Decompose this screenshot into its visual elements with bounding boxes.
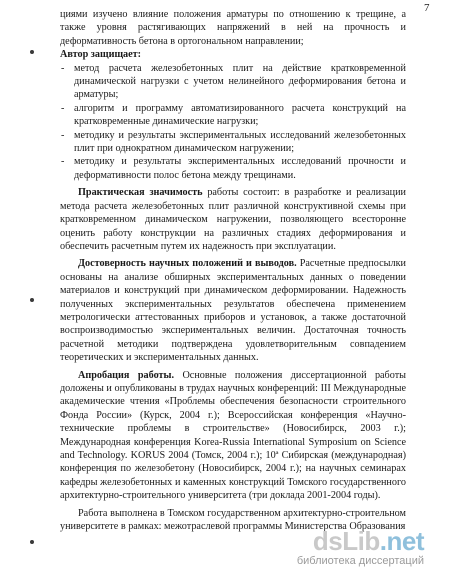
practical-significance-text: работы состоит: в разработке и реализации метода расчета железобетонных плит различной конструктивной схемы при кратковременном динамическом нагружении, позволяющего всесторонне оценить работу конструкции на различных стадиях деформирования и обеспечить расчетным путем их надежность при эксплуатации.	[60, 187, 406, 252]
list-item: - методику и результаты экспериментальных исследований прочности и деформативности полос бетона между трещинами.	[60, 155, 406, 182]
defense-list	[60, 62, 406, 183]
margin-mark-middle	[30, 298, 34, 302]
reliability-paragraph	[60, 257, 406, 364]
dslib-watermark	[274, 527, 424, 568]
practical-significance-label: Практическая значимость	[78, 187, 203, 199]
page-number: 7	[424, 2, 430, 14]
margin-mark-bottom	[30, 540, 34, 544]
approbation-paragraph	[60, 369, 406, 503]
list-item: - методику и результаты экспериментальных исследований железобетонных плит при однократном динамическом нагружении;	[60, 129, 406, 156]
approbation-label: Апробация работы.	[78, 369, 175, 381]
list-item: - метод расчета железобетонных плит на действие кратковременной динамической нагрузки с учетом нелинейного деформирования бетона и арматуры;	[60, 62, 406, 102]
watermark-caption: библиотека диссертаций	[296, 555, 424, 567]
list-item: - алгоритм и программу автоматизированного расчета конструкций на кратковременные динамические нагрузки;	[60, 102, 406, 129]
dslib-logo: dsLib.net	[312, 526, 424, 556]
intro-paragraph: циями изучено влияние положения арматуры по отношению к трещине, а также уровня растягивающих напряжений в ней на прочность и деформативность бетона в ортогональном направлении;	[60, 9, 406, 47]
reliability-label: Достоверность научных положений и выводов.	[78, 258, 297, 270]
closing-paragraph: Работа выполнена в Томском государственном архитектурно-строительном университете в рамках: межотраслевой программы Министерства Образования	[60, 507, 406, 533]
document-body	[60, 8, 406, 533]
reliability-text: Расчетные предпосылки основаны на анализе обширных экспериментальных данных о поведении материалов и конструкций при динамическом деформировании. Надежность полученных экспериментальных результатов обеспечена применением метрологически аттестованных приборов и установок, а также достаточной воспроизводимостью экспериментальных величин. Достаточная точность расчетной методики подтверждена удовлетворительным совпадением теоретических и экспериментальных данных.	[60, 258, 406, 364]
margin-mark-top	[30, 50, 34, 54]
defense-heading: Автор защищает:	[60, 49, 142, 61]
practical-significance-paragraph	[60, 186, 406, 253]
approbation-text: Основные положения диссертационной работы доложены и опубликованы в трудах научных конференций: III Международные академические чтения «Проблемы обеспечения безопасности строительного Фонда России» (Курск, 2004 г.); Всероссийская конференция «Научно-технические проблемы в строительстве» (Новосибирск, 2003 г.); Международная конференция Korea-Russia International Symposium on Science and Technology. KORUS 2004 (Томск, 2004 г.); 10ª Сибирская (международная) конференция по железобетону (Новосибирск, 2004 г.); на научных семинарах кафедры железобетонных и каменных конструкций Томского государственного архитектурно-строительного университета (три доклада 2001-2004 годы).	[60, 369, 406, 502]
